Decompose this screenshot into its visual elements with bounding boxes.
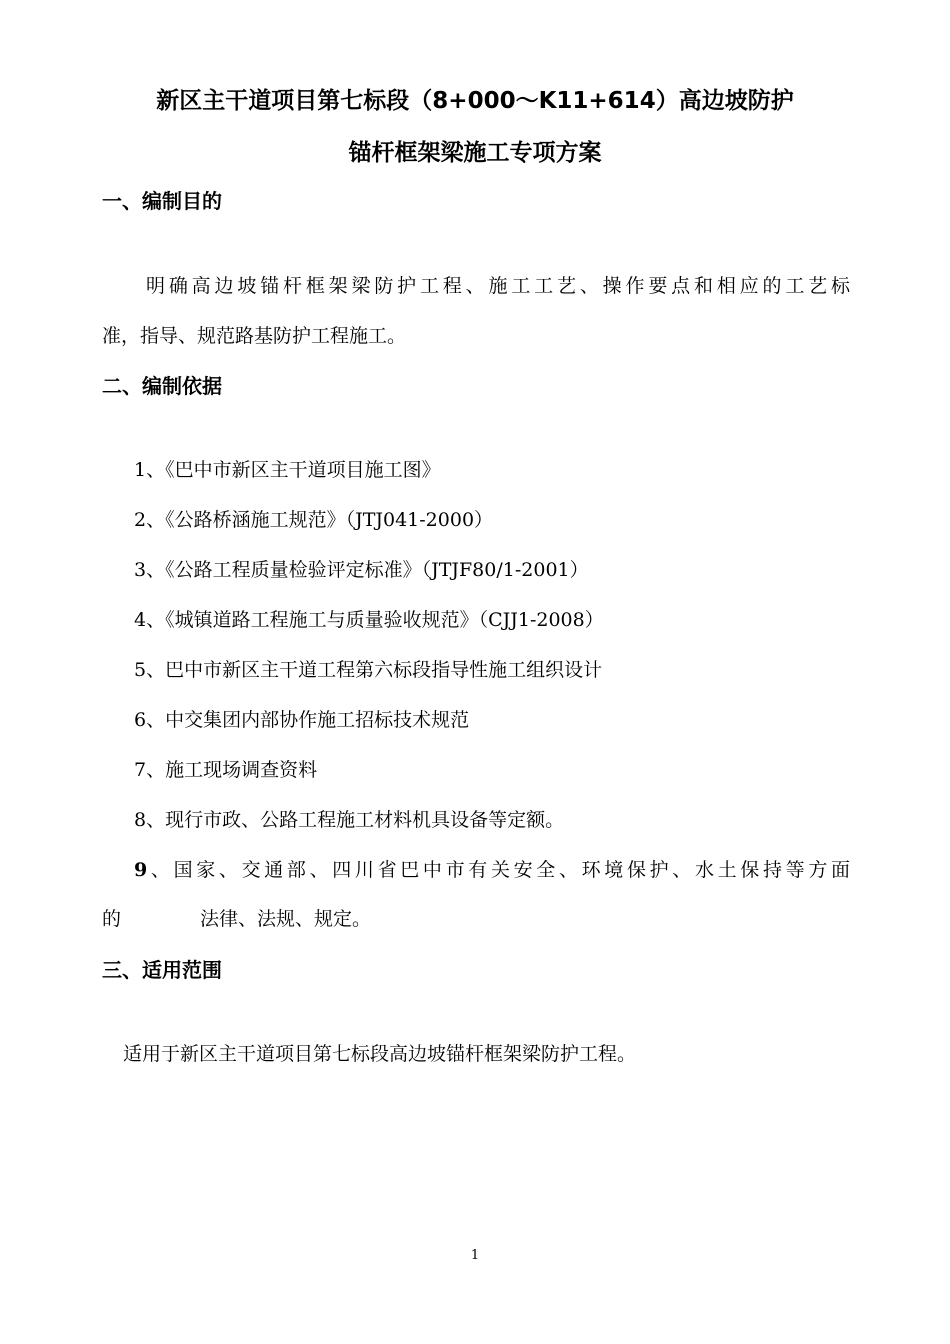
basis-item-number: 8 — [134, 809, 147, 831]
basis-item-9-line — [134, 856, 850, 884]
page-number: 1 — [470, 1248, 480, 1263]
basis-list-item — [134, 806, 564, 834]
section-heading-basis: 二、编制依据 — [102, 374, 222, 398]
purpose-paragraph-line-2: 准，指导、规范路基防护工程施工。 — [102, 325, 407, 347]
document-title-line-1: 新区主干道项目第七标段（8+000～K11+614）高边坡防护 — [156, 88, 794, 114]
basis-list-item — [134, 756, 317, 784]
basis-item-text: 、巴中市新区主干道工程第六标段指导性施工组织设计 — [146, 659, 603, 681]
basis-list-item — [134, 506, 493, 534]
basis-list-item — [134, 556, 589, 584]
basis-list-item — [134, 456, 441, 484]
section-heading-scope: 三、适用范围 — [102, 958, 222, 982]
basis-item-number: 2 — [134, 509, 147, 531]
basis-list-item — [134, 606, 604, 634]
basis-item-number: 1 — [134, 459, 147, 481]
section-heading-purpose: 一、编制目的 — [102, 189, 222, 213]
basis-list-item — [134, 856, 850, 884]
purpose-paragraph — [102, 272, 850, 350]
basis-item-number: 7 — [134, 759, 147, 781]
purpose-paragraph-line-1: 明确高边坡锚杆框架梁防护工程、施工工艺、操作要点和相应的工艺标 — [146, 275, 850, 297]
basis-item-text: 、施工现场调查资料 — [146, 759, 318, 781]
basis-list-item — [134, 706, 469, 734]
document-title-line-2: 锚杆框架梁施工专项方案 — [348, 140, 602, 166]
basis-item-text: 、现行市政、公路工程施工材料机具设备等定额。 — [146, 809, 565, 831]
basis-item-9-continuation-b: 法律、法规、规定。 — [200, 908, 372, 930]
basis-list-item — [134, 656, 602, 684]
basis-item-text: 、《巴中市新区主干道项目施工图》 — [146, 459, 441, 481]
scope-paragraph: 适用于新区主干道项目第七标段高边坡锚杆框架梁防护工程。 — [123, 1043, 637, 1065]
basis-item-number: 4 — [134, 609, 147, 631]
basis-item-number: 9 — [134, 859, 148, 881]
basis-item-text: 、《公路桥涵施工规范》（JTJ041-2000） — [146, 509, 494, 531]
basis-item-text: 、国家、交通部、四川省巴中市有关安全、环境保护、水土保持等方面 — [147, 859, 850, 881]
basis-item-text: 、中交集团内部协作施工招标技术规范 — [146, 709, 470, 731]
basis-item-number: 5 — [134, 659, 147, 681]
basis-item-number: 6 — [134, 709, 147, 731]
basis-item-number: 3 — [134, 559, 147, 581]
basis-item-text: 、《城镇道路工程施工与质量验收规范》（CJJ1-2008） — [146, 609, 604, 631]
basis-item-9-continuation-a: 的 — [102, 908, 122, 930]
basis-item-text: 、《公路工程质量检验评定标准》（JTJF80/1-2001） — [146, 559, 589, 581]
